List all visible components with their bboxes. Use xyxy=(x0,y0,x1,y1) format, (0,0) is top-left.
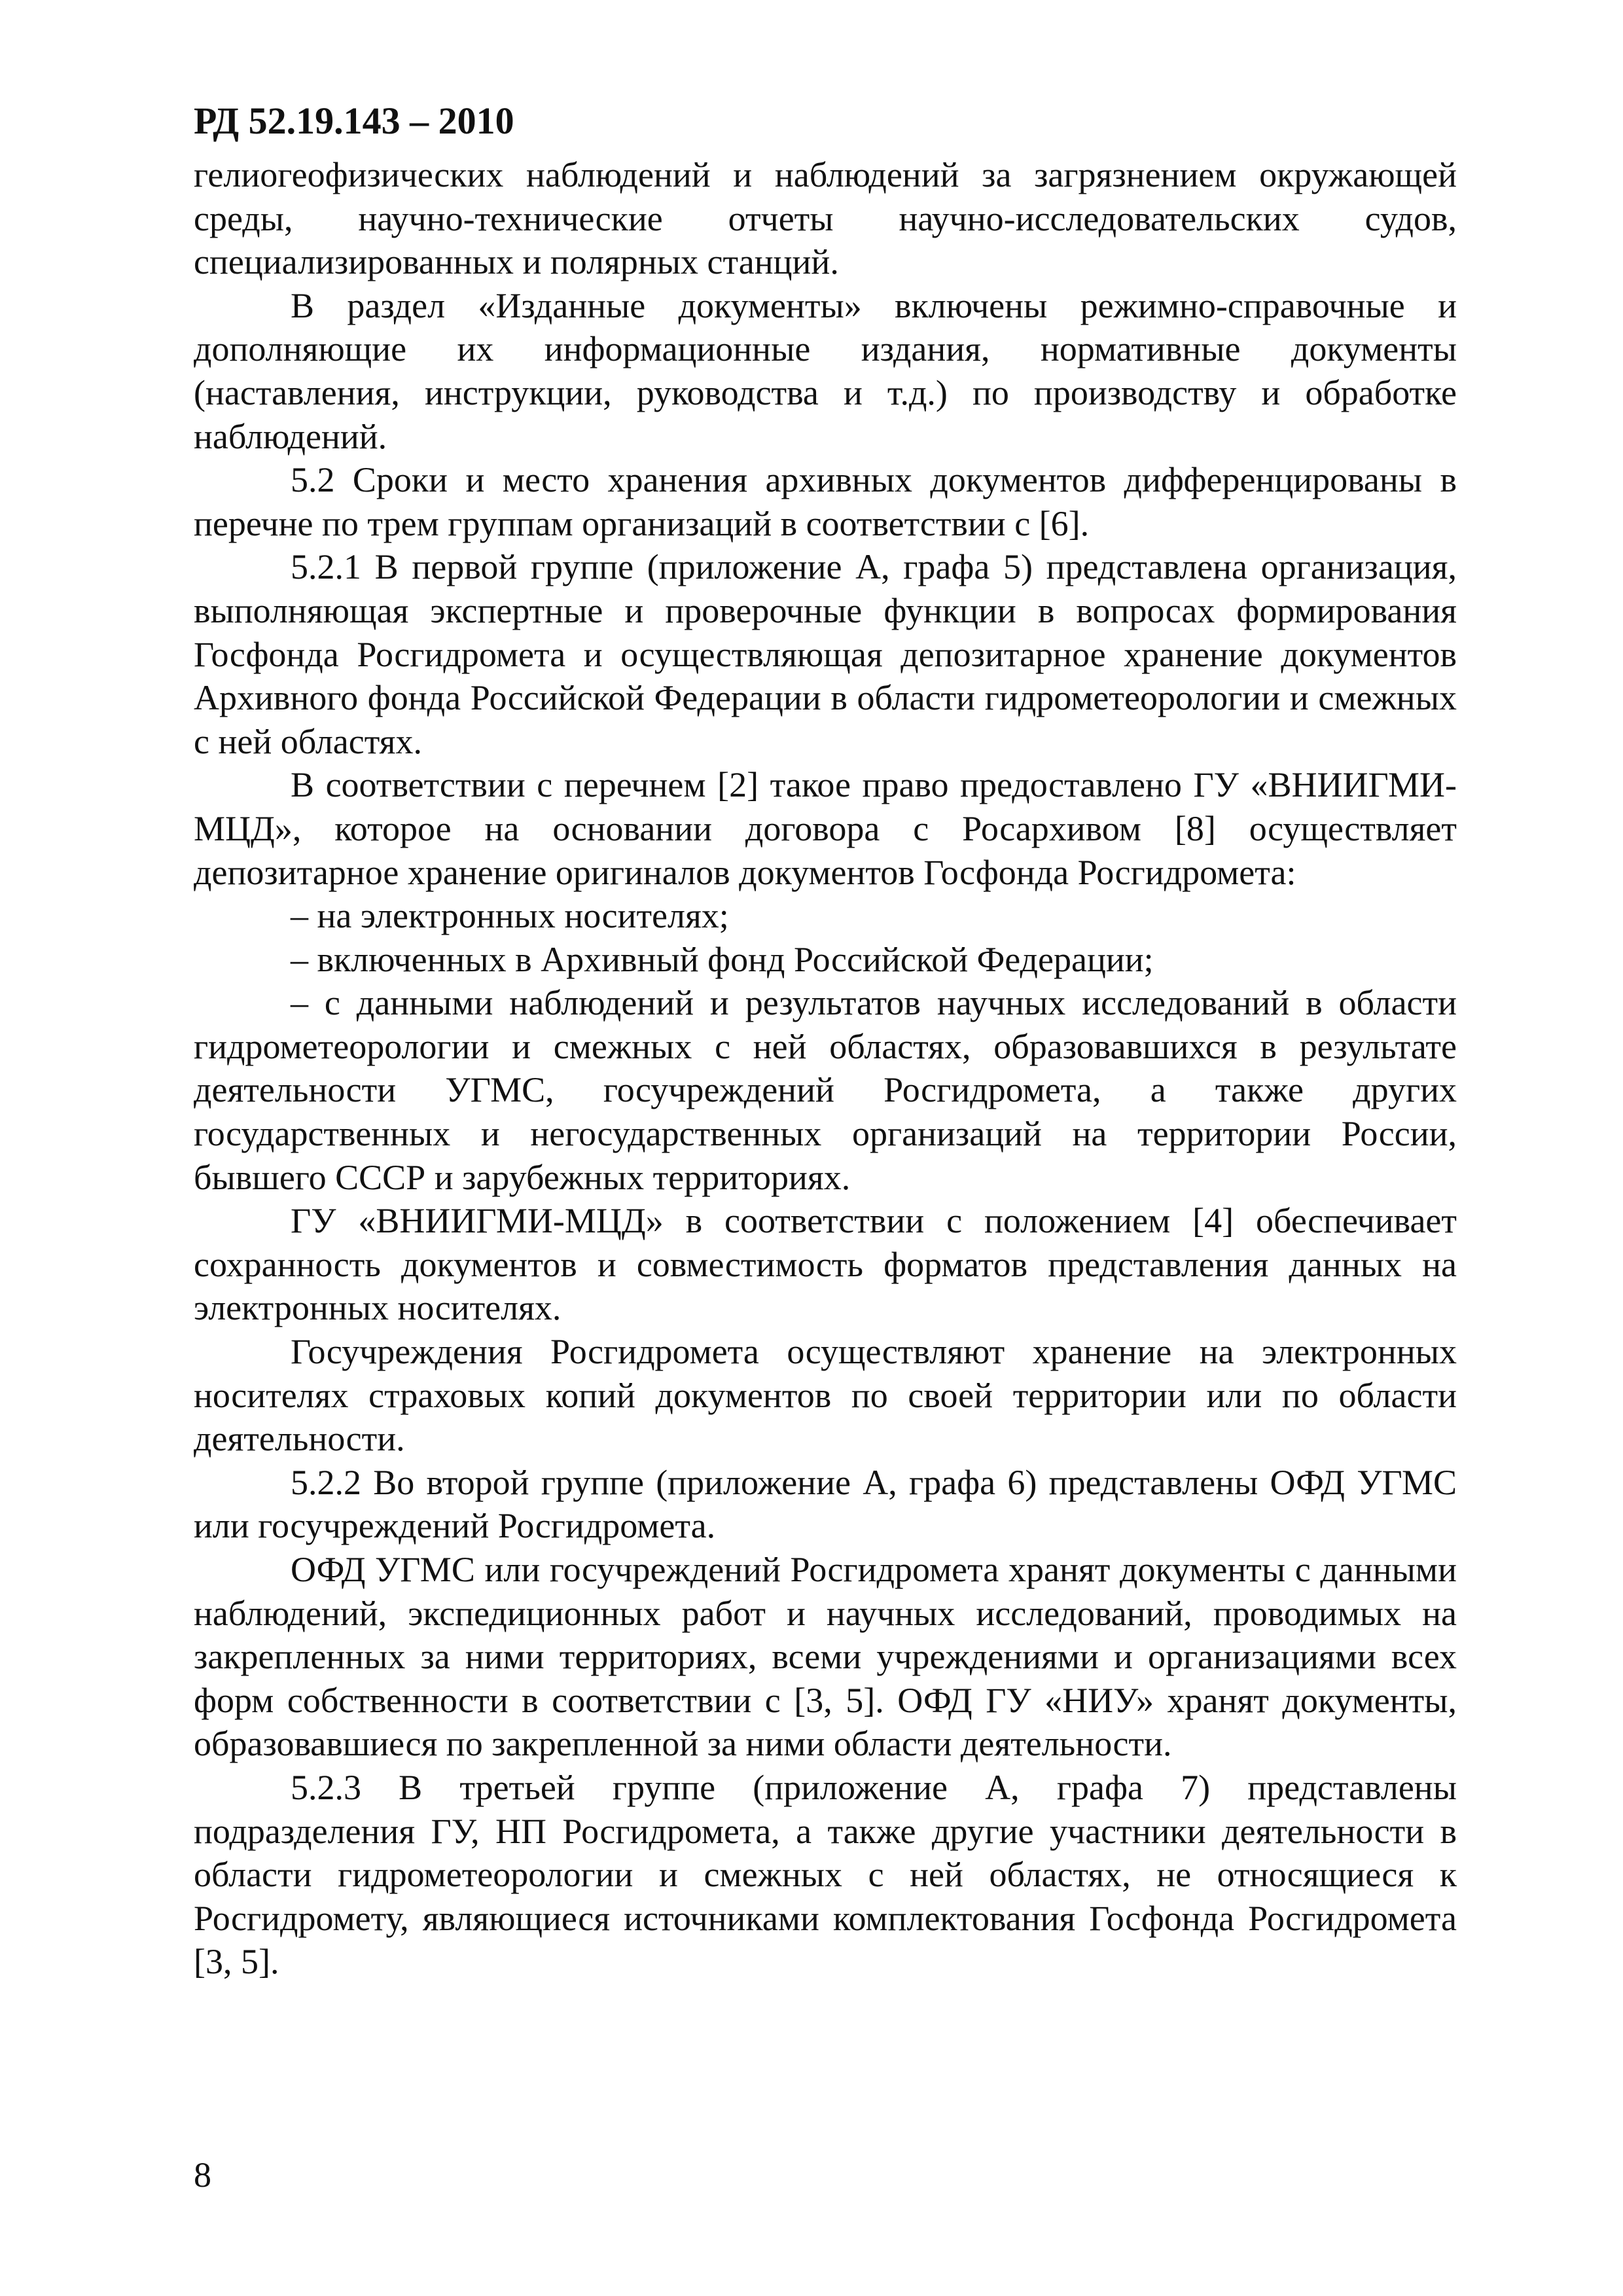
paragraph: 5.2.1 В первой группе (приложение А, графа 5) представлена организация, выполняющая экспертные и проверочные функции в вопросах формирования Госфонда Росгидромета и осуществляющая депозитарное хранение документов Архивного фонда Российской Федерации в области гидрометеорологии и смежных с ней областях. xyxy=(194,547,1457,761)
list-item: – на электронных носителях; xyxy=(291,896,729,936)
document-header: РД 52.19.143 – 2010 xyxy=(194,99,514,142)
paragraph: гелиогеофизических наблюдений и наблюдений за загрязнением окружающей среды, научно-технические отчеты научно-исследовательских судов, специализированных и полярных станций. xyxy=(194,155,1457,282)
paragraph: В соответствии с перечнем [2] такое право предоставлено ГУ «ВНИИГМИ-МЦД», которое на основании договора с Росархивом [8] осуществляет депозитарное хранение оригиналов документов Госфонда Росгидромета: xyxy=(194,765,1457,892)
paragraph: 5.2.2 Во второй группе (приложение А, графа 6) представлены ОФД УГМС или госучреждений Росгидромета. xyxy=(194,1462,1457,1546)
paragraph: Госучреждения Росгидромета осуществляют хранение на электронных носителях страховых копий документов по своей территории или по области деятельности. xyxy=(194,1332,1457,1459)
page-number: 8 xyxy=(194,2155,211,2195)
paragraph: 5.2 Сроки и место хранения архивных документов дифференцированы в перечне по трем группам организаций в соответствии с [6]. xyxy=(194,460,1457,543)
list-item: – с данными наблюдений и результатов научных исследований в области гидрометеорологии и смежных с ней областях, образовавшихся в результате деятельности УГМС, госучреждений Росгидромета, а также других государственных и негосударственных организаций на территории России, бывшего СССР и зарубежных территориях. xyxy=(194,983,1457,1197)
paragraph: 5.2.3 В третьей группе (приложение А, графа 7) представлены подразделения ГУ, НП Росгидромета, а также другие участники деятельности в области гидрометеорологии и смежных с ней областях, не относящиеся к Росгидромету, являющиеся источниками комплектования Госфонда Росгидромета [3, 5]. xyxy=(194,1767,1457,1982)
paragraph: ОФД УГМС или госучреждений Росгидромета хранят документы с данными наблюдений, экспедиционных работ и научных исследований, проводимых на закрепленных за ними территориях, всеми учреждениями и организациями всех форм собственности в соответствии с [3, 5]. ОФД ГУ «НИУ» хранят документы, образовавшиеся по закрепленной за ними области деятельности. xyxy=(194,1550,1457,1764)
paragraph: В раздел «Изданные документы» включены режимно-справочные и дополняющие их информационные издания, нормативные документы (наставления, инструкции, руководства и т.д.) по производству и обработке наблюдений. xyxy=(194,285,1457,456)
document-body xyxy=(194,153,1457,1984)
list-item: – включенных в Архивный фонд Российской Федерации; xyxy=(291,939,1154,979)
paragraph: ГУ «ВНИИГМИ-МЦД» в соответствии с положением [4] обеспечивает сохранность документов и совместимость форматов представления данных на электронных носителях. xyxy=(194,1201,1457,1328)
